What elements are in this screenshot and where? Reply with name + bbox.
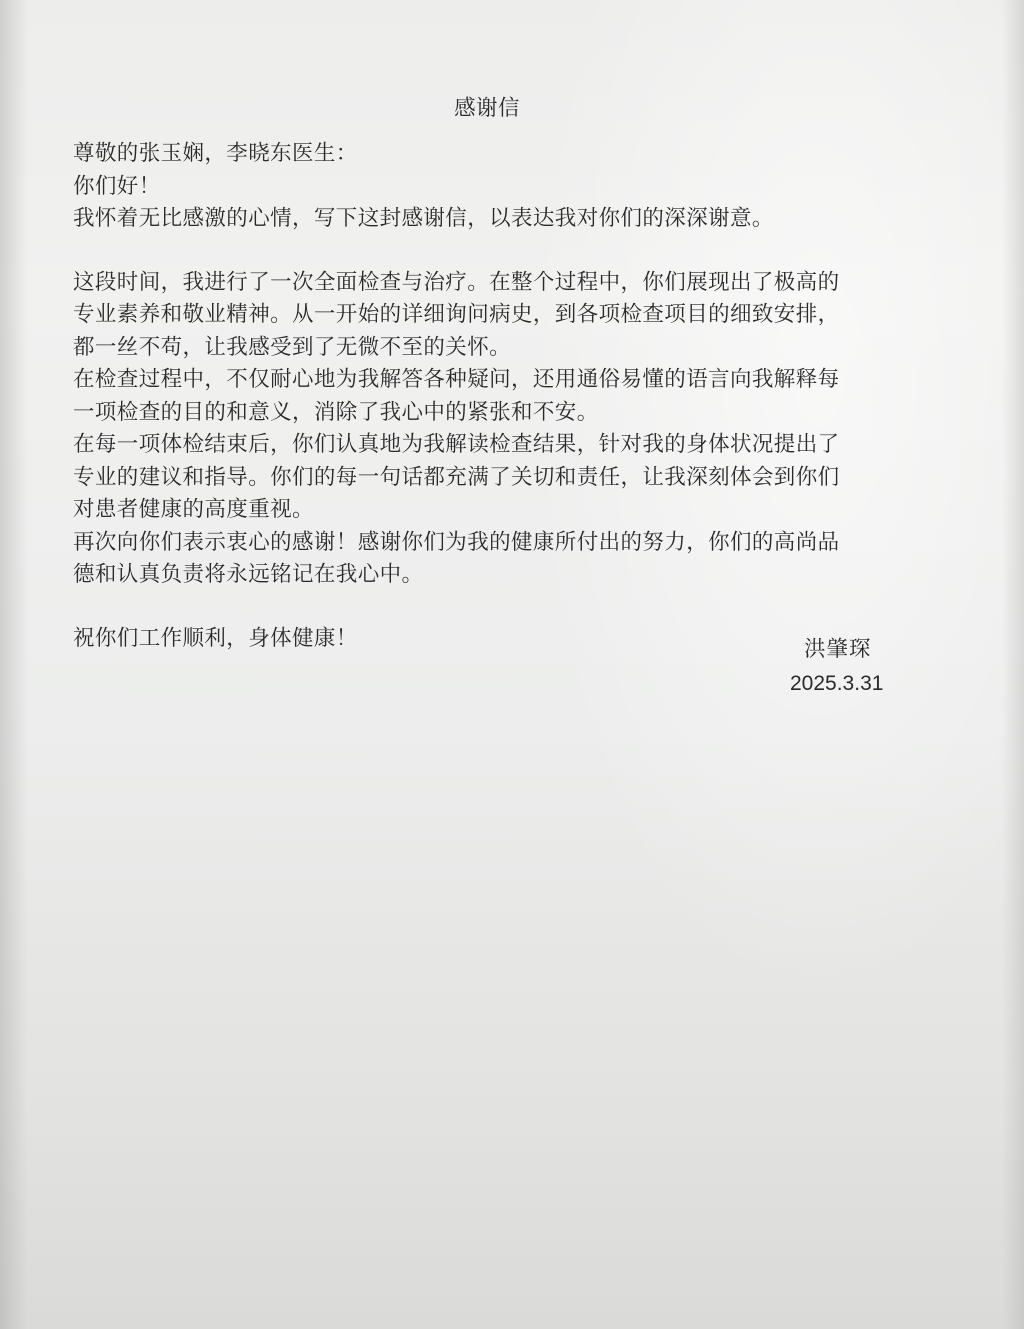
paragraph-4-line-1: 在每一项体检结束后，你们认真地为我解读检查结果，针对我的身体状况提出了 xyxy=(73,432,840,457)
greeting: 你们好！ xyxy=(73,173,161,199)
paragraph-4-line-3: 对患者健康的高度重视。 xyxy=(73,497,314,522)
paper-shadow-left xyxy=(0,0,28,1329)
paragraph-gap xyxy=(73,236,923,267)
paragraph-5-line-1: 再次向你们表示衷心的感谢！感谢你们为我的健康所付出的努力，你们的高尚品 xyxy=(73,529,840,555)
paragraph-2-line-2: 专业素养和敬业精神。从一开始的详细询问病史，到各项检查项目的细致安排， xyxy=(73,302,840,327)
paragraph-3-line-2: 一项检查的目的和意义，消除了我心中的紧张和不安。 xyxy=(73,399,599,425)
signature-block xyxy=(790,633,910,701)
paragraph-intro-line: 我怀着无比感激的心情，写下这封感谢信，以表达我对你们的深深谢意。 xyxy=(73,206,774,231)
salutation: 尊敬的张玉娴，李晓东医生： xyxy=(73,141,358,166)
letter-body xyxy=(73,92,923,655)
signature-date: 2025.3.31 xyxy=(790,672,884,695)
paragraph-4-line-2: 专业的建议和指导。你们的每一句话都充满了关切和责任，让我深刻体会到你们 xyxy=(73,464,840,490)
paragraph-3-line-1: 在检查过程中，不仅耐心地为我解答各种疑问，还用通俗易懂的语言向我解释每 xyxy=(73,367,840,392)
closing-wishes: 祝你们工作顺利，身体健康！ xyxy=(73,625,358,651)
letter-title: 感谢信 xyxy=(454,96,520,121)
paragraph-5-line-2: 德和认真负责将永远铭记在我心中。 xyxy=(73,562,424,587)
paper-shadow-right xyxy=(1002,0,1024,1329)
paragraph-2-line-3: 都一丝不苟，让我感受到了无微不至的关怀。 xyxy=(73,334,512,360)
paragraph-gap xyxy=(73,592,923,623)
paragraph-2-line-1: 这段时间，我进行了一次全面检查与治疗。在整个过程中，你们展现出了极高的 xyxy=(73,269,840,295)
signature-name: 洪肇琛 xyxy=(804,637,872,662)
